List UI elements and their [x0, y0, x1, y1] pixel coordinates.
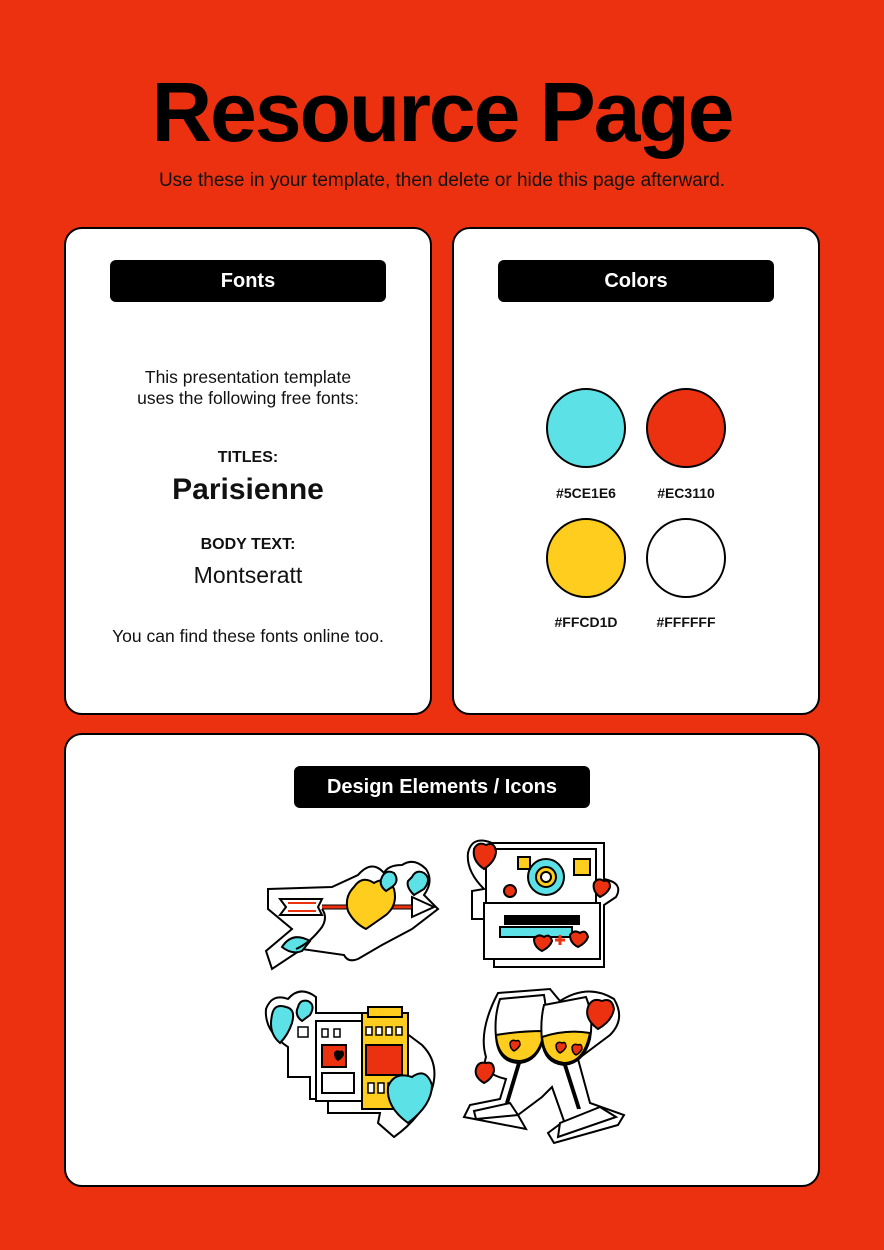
fonts-heading: Fonts — [110, 260, 386, 302]
colors-heading: Colors — [498, 260, 774, 302]
instant-camera-icon — [464, 835, 624, 969]
hex-cyan: #5CE1E6 — [556, 485, 616, 501]
body-label: BODY TEXT: — [200, 536, 296, 553]
fonts-intro — [66, 367, 430, 409]
hex-red: #EC3110 — [657, 485, 715, 501]
swatch-yellow — [546, 518, 626, 598]
colors-card — [452, 227, 820, 715]
swatch-cyan — [546, 388, 626, 468]
building-hearts-icon — [258, 987, 444, 1143]
fonts-intro-line-1: This presentation template — [144, 367, 352, 387]
swatch-white — [646, 518, 726, 598]
fonts-outro: You can find these fonts online too. — [112, 626, 384, 646]
wine-glasses-icon — [460, 987, 630, 1147]
fonts-card — [64, 227, 432, 715]
fonts-intro-line-2: uses the following free fonts: — [137, 388, 359, 408]
icons-heading: Design Elements / Icons — [294, 766, 590, 808]
icons-card — [64, 733, 820, 1187]
heart-arrow-icon — [262, 851, 444, 973]
page-title: Resource Page — [151, 65, 733, 159]
body-font-name: Montseratt — [193, 562, 303, 588]
hex-white: #FFFFFF — [656, 614, 716, 630]
hex-yellow: #FFCD1D — [554, 614, 618, 630]
titles-font-name: Parisienne — [172, 473, 324, 506]
titles-label: TITLES: — [217, 449, 279, 466]
page-subtitle: Use these in your template, then delete or hide this page afterward. — [158, 170, 726, 191]
swatch-red — [646, 388, 726, 468]
